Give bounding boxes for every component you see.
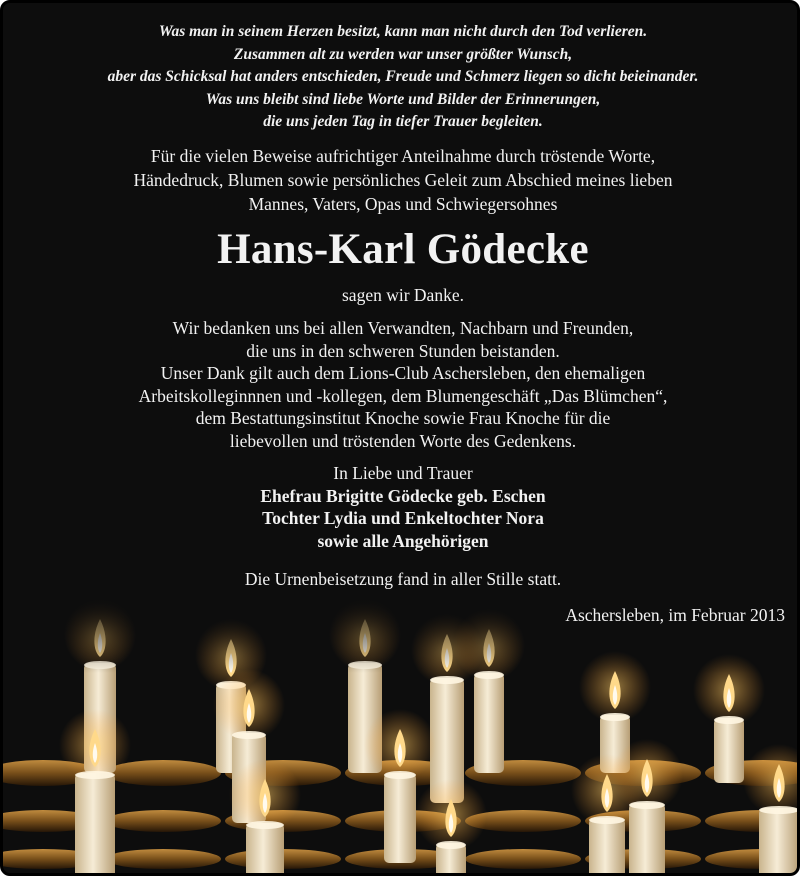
body-line: Unser Dank gilt auch dem Lions-Club Aschersleben, den ehemaligen [160,363,646,383]
candle [474,673,504,773]
candle-top [246,821,284,829]
intro-text [3,144,800,216]
body-line: Arbeitskolleginnnen und -kollegen, dem Blumengeschäft „Das Blümchen“, [138,385,668,406]
candle-top [589,816,625,824]
candle-holder [465,849,581,869]
poem-line: Zusammen alt zu werden war unser größter Wunsch, [233,45,573,63]
candle [629,803,665,876]
candle [759,808,799,876]
poem-line: Was man in seinem Herzen besitzt, kann man nicht durch den Tod verlieren. [158,23,648,40]
candle-top [629,801,665,809]
candle [246,823,284,876]
candle-glow [743,744,800,816]
candle-top [759,806,799,814]
candle-holder [105,810,221,832]
signature-name: Ehefrau Brigitte Gödecke geb. Eschen [260,485,546,506]
candle-top [436,841,466,849]
candle-top [430,676,464,684]
body-text [3,317,800,452]
thanks-line: sagen wir Danke. [342,285,464,305]
candle [75,773,115,876]
candle [384,773,416,863]
deceased-name: Hans-Karl Gödecke [217,226,589,273]
intro-line: Mannes, Vaters, Opas und Schwiegersohnes [248,194,558,214]
place-date: Aschersleben, im Februar 2013 [565,605,785,625]
signature-name: Tochter Lydia und Enkeltochter Nora [262,508,544,528]
signature-block [3,462,800,552]
candle-top [714,716,744,724]
candle [714,718,744,783]
body-line: die uns in den schweren Stunden beistanden. [246,340,560,361]
candle-top [384,771,416,779]
signature-intro: In Liebe und Trauer [333,463,473,483]
intro-line: Händedruck, Blumen sowie persönliches Geleit zum Abschied meines lieben [133,170,673,190]
body-line: liebevollen und tröstenden Worte des Gedenkens. [229,430,577,451]
signature-name: sowie alle Angehörigen [317,530,489,551]
candle-holder [105,849,221,869]
candle-top [600,713,630,721]
intro-line: Für die vielen Beweise aufrichtiger Anteilnahme durch tröstende Worte, [150,146,656,166]
poem-line: aber das Schicksal hat anders entschieden, Freude und Schmerz liegen so dicht beieinander. [107,68,699,85]
poem-line: die uns jeden Tag in tiefer Trauer begleiten. [263,113,543,130]
poem [3,21,800,134]
candle-top [75,771,115,779]
poem-line: Was uns bleibt sind liebe Worte und Bilder der Erinnerungen, [205,90,601,108]
body-line: dem Bestattungsinstitut Knoche sowie Frau Knoche für die [195,408,611,428]
candle-top [232,731,266,739]
burial-note: Die Urnenbeisetzung fand in aller Stille statt. [244,569,562,589]
body-line: Wir bedanken uns bei allen Verwandten, Nachbarn und Freunden, [172,318,634,338]
candle [589,818,625,876]
